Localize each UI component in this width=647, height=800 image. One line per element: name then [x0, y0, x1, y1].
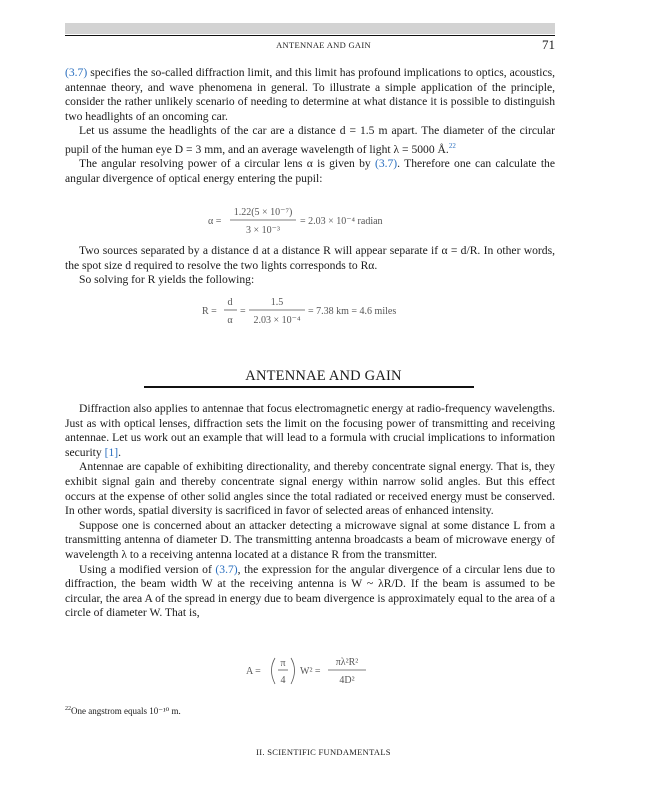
equation-area — [0, 652, 647, 692]
equation-denominator: 3 × 10⁻³ — [246, 225, 280, 236]
footnote-text: One angstrom equals 10⁻¹⁰ m. — [71, 706, 181, 716]
paragraph: Let us assume the headlights of the car are a distance d = 1.5 m apart. The diameter of the circular pupil of the human eye D = 3 mm, and an average wavelength of light λ = 5000 Å.$^{22}$ — [65, 124, 555, 156]
equation-numerator: π — [280, 658, 286, 669]
equation-denominator: 4 — [280, 675, 286, 686]
equation-result: = 7.38 km = 4.6 miles — [308, 306, 397, 317]
paragraph: (3.7) specifies the so-called diffraction limit, and this limit has profound implications to optics, acoustics, antennae theory, and wave phenomena in general. To illustrate a simple application of the principle, consider the rather unlikely scenario of needing to determine at what distance it is possible to distinguish two headlights of an oncoming car. — [65, 66, 555, 123]
text-block-1 — [65, 66, 555, 187]
equation-reference-link[interactable]: (3.7) — [65, 66, 88, 79]
equation-denominator: 2.03 × 10⁻⁴ — [253, 315, 301, 326]
left-paren — [272, 658, 276, 684]
footnote — [65, 706, 181, 717]
paragraph: So solving for R yields the following: — [79, 273, 255, 287]
running-head: ANTENNAE AND GAIN — [276, 40, 371, 50]
equation-alpha — [0, 203, 647, 237]
equation-lhs: α = — [208, 216, 222, 227]
header-shade-bar — [65, 23, 555, 34]
text-block-2 — [65, 244, 555, 288]
equation-denominator: α — [227, 315, 233, 326]
footnote-reference[interactable]: 22 — [448, 141, 456, 150]
equation-equals: = — [240, 306, 246, 317]
paragraph: Two sources separated by a distance d at a distance R will appear separate if α = d/R. In other words, the spot size d required to resolve the two lights corresponds to Rα. — [65, 244, 555, 272]
equation-reference-link[interactable]: (3.7) — [374, 157, 398, 171]
equation-range — [0, 294, 647, 328]
equation-lhs: A = — [246, 666, 261, 677]
paragraph: Suppose one is concerned about an attacker detecting a microwave signal at some distance L from a transmitting antenna of diameter D. The transmitting antenna broadcasts a beam of microwave energy of wavelength λ to a receiving antenna located at a distance R from the transmitter. — [65, 518, 555, 561]
page-number: 71 — [542, 37, 555, 52]
equation-numerator: d — [227, 297, 233, 308]
running-footer: II. SCIENTIFIC FUNDAMENTALS — [256, 747, 391, 757]
equation-numerator: 1.22(5 × 10⁻⁷) — [233, 207, 293, 218]
header-rule — [65, 35, 555, 36]
equation-numerator: πλ²R² — [335, 657, 359, 668]
equation-middle: W² = — [300, 666, 321, 677]
paragraph: The angular resolving power of a circular lens α is given by (3.7). Therefore one can calculate the angular divergence of optical energy entering the pupil: — [65, 157, 555, 186]
equation-lhs: R = — [202, 306, 217, 317]
paragraph: Antennae are capable of exhibiting directionality, and thereby concentrate signal energy. That is, they exhibit signal gain and thereby concentrate signal energy within narrow solid angles. But this effect occurs at the expense of other solid angles since the total radiated or received energy must be conserved. In other words, spatial diversity is sacrificed in favor of selected areas of enhanced intensity. — [65, 460, 555, 518]
equation-reference-link[interactable]: (3.7) — [215, 562, 238, 576]
equation-result: = 2.03 × 10⁻⁴ radian — [300, 216, 383, 227]
paragraph: Diffraction also applies to antennae that focus electromagnetic energy at radio-frequency wavelengths. Just as with optical lenses, diffraction sets the limit on the focusing power of transmitting and receiving antennae. Let us work out an example that will lead to a formula with crucial implications to information security [1]. — [65, 402, 556, 459]
section-heading-rule — [144, 386, 474, 388]
text-block-3 — [65, 402, 555, 621]
section-heading: ANTENNAE AND GAIN — [245, 368, 402, 384]
footnote-marker: 22 — [65, 706, 71, 712]
right-paren — [291, 658, 295, 684]
equation-numerator: 1.5 — [270, 297, 284, 308]
citation-link[interactable]: [1] — [104, 445, 119, 459]
paragraph: Using a modified version of (3.7), the expression for the angular divergence of a circular lens due to diffraction, the beam width W at the receiving antenna is W ~ λR/D. If the beam is assumed to be circular, the area A of the spread in energy due to beam divergence is approximately equal to the area of a circle of diameter W. That is, — [65, 562, 556, 620]
equation-denominator: 4D² — [339, 675, 355, 686]
